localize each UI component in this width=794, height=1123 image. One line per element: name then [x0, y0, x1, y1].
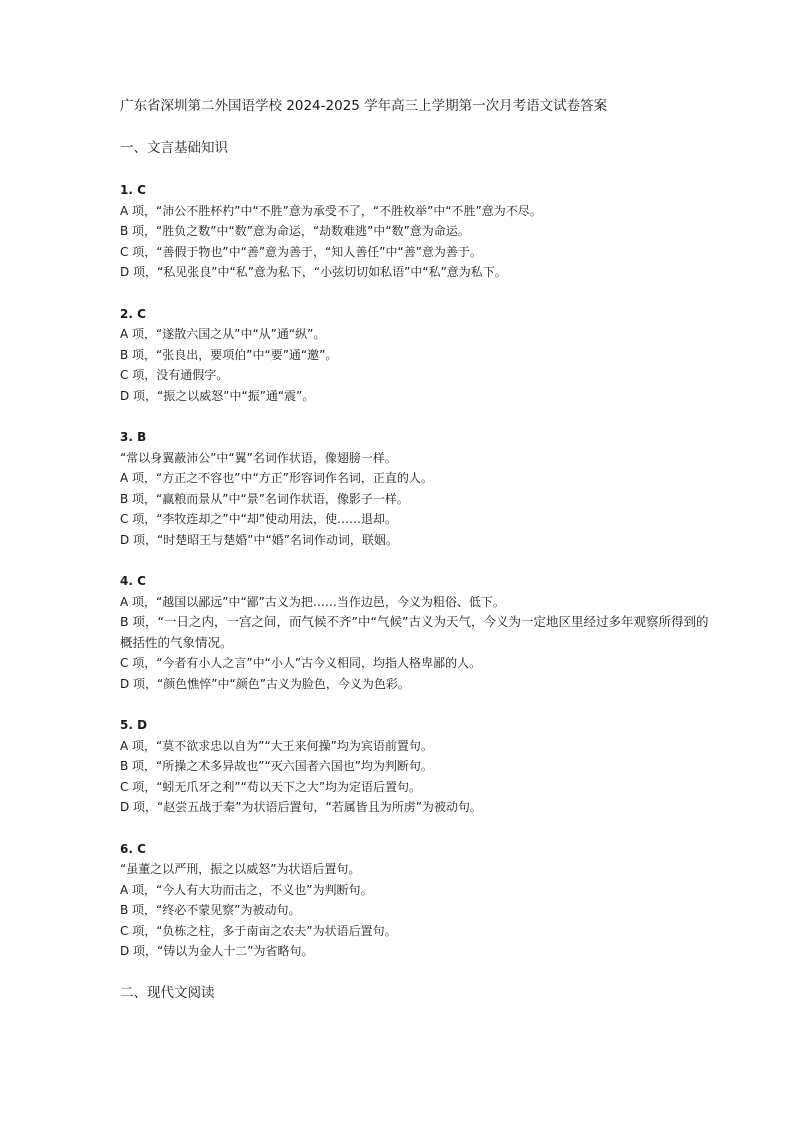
- answer-document: [120, 96, 720, 1025]
- explanation-line: C 项，“善假于物也”中“善”意为善于，“知人善任”中“善”意为善于。: [120, 244, 482, 259]
- explanation-line: D 项，“时楚昭王与楚婚”中“婚”名词作动词，联姻。: [120, 532, 398, 547]
- explanation-line: A 项，“越国以鄙远”中“鄙”古义为把……当作边邑，今义为粗俗、低下。: [120, 594, 505, 609]
- explanation-line: B 项，“胜负之数”中“数”意为命运，“劫数难逃”中“数”意为命运。: [120, 224, 470, 238]
- explanation-line: C 项，“今者有小人之言”中“小人”古今义相同，均指人格卑鄙的人。: [120, 656, 482, 670]
- explanation-line: A 项，“沛公不胜杯杓”中“不胜”意为承受不了，“不胜枚举”中“不胜”意为不尽。: [120, 203, 542, 218]
- question-answer-label: 5. D: [120, 718, 148, 732]
- explanation-line: A 项，“今人有大功而击之，不义也”为判断句。: [120, 882, 373, 897]
- question-answer-label: 6. C: [120, 841, 146, 856]
- explanation-line: D 项，“振之以威怒”中“振”通“震”。: [120, 388, 315, 403]
- question-2: [120, 304, 720, 407]
- explanation-line: B 项，“赢粮而景从”中“景”名词作状语，像影子一样。: [120, 491, 409, 506]
- explanation-line: B 项，“所操之术多异故也”“灭六国者六国也”均为判断句。: [120, 759, 433, 773]
- explanation-line: B 项，“终必不蒙见察”为被动句。: [120, 903, 301, 917]
- explanation-line: “常以身翼蔽沛公”中“翼”名词作状语，像翅膀一样。: [120, 450, 397, 465]
- explanation-line: D 项，“私见张良”中“私”意为私下，“小弦切切如私语”中“私”意为私下。: [120, 265, 507, 279]
- section-heading-classical-chinese: 一、文言基础知识: [120, 140, 228, 156]
- explanation-line: C 项，“蚓无爪牙之利”“苟以天下之大”均为定语后置句。: [120, 779, 422, 794]
- explanation-line: C 项，没有通假字。: [120, 368, 229, 382]
- question-4: [120, 571, 720, 694]
- question-6: [120, 839, 720, 962]
- question-answer-label: 2. C: [120, 306, 146, 321]
- question-1: [120, 180, 720, 283]
- explanation-line: C 项，“李牧连却之”中“却”使动用法，使……退却。: [120, 512, 398, 526]
- explanation-line: C 项，“负栋之柱，多于南亩之农夫”为状语后置句。: [120, 923, 397, 938]
- section-heading-modern-reading: 二、现代文阅读: [120, 984, 215, 1001]
- explanation-line: A 项，“遂散六国之从”中“从”通“纵”。: [120, 327, 326, 341]
- question-answer-label: 3. B: [120, 430, 147, 444]
- explanation-line: A 项，“方正之不容也”中“方正”形容词作名词，正直的人。: [120, 471, 433, 485]
- explanation-line: D 项，“赵尝五战于秦”为状语后置句，“若属皆且为所虏”为被动句。: [120, 800, 482, 814]
- question-3: [120, 427, 720, 550]
- document-title: 广东省深圳第二外国语学校 2024-2025 学年高三上学期第一次月考语文试卷答案: [120, 98, 608, 114]
- question-answer-label: 4. C: [120, 574, 146, 588]
- question-answer-label: 1. C: [120, 183, 146, 197]
- explanation-line: D 项，“颜色憔悴”中“颜色”古义为脸色，今义为色彩。: [120, 676, 410, 691]
- explanation-line: B 项，“一日之内，一宫之间，而气候不齐”中“气候”古义为天气，今义为一定地区里经过多年观察所得到的概括性的气象情况。: [120, 614, 709, 650]
- explanation-line: A 项，“莫不欲求忠以自为”“大王来何操”均为宾语前置句。: [120, 738, 433, 753]
- explanation-line: D 项，“铸以为金人十二”为省略句。: [120, 944, 314, 958]
- explanation-line: B 项，“张良出，要项伯”中“要”通“邀”。: [120, 347, 338, 362]
- explanation-line: “虽董之以严刑，振之以威怒”为状语后置句。: [120, 862, 361, 876]
- question-5: [120, 715, 720, 818]
